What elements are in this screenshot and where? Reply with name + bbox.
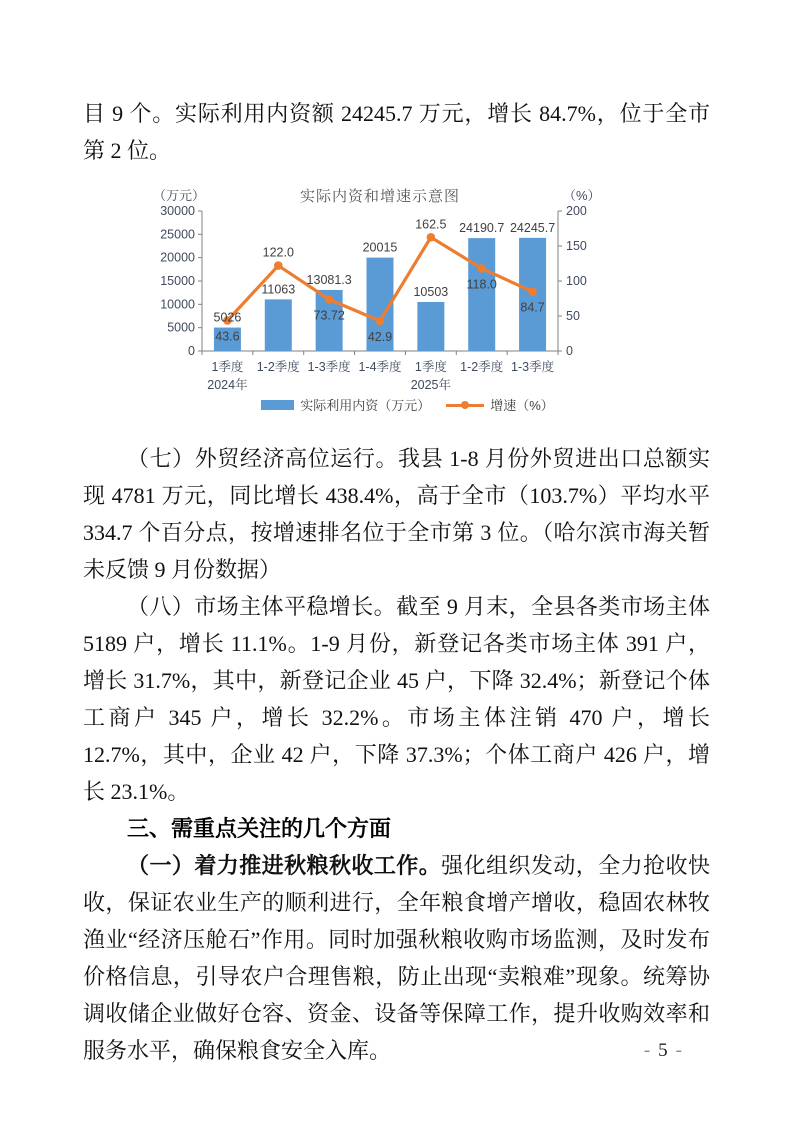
bar-data-label: 24190.7 bbox=[459, 221, 505, 236]
paragraph-focus-1-lead: （一）着力推进秋粮秋收工作。 bbox=[127, 853, 442, 878]
combo-chart bbox=[150, 182, 665, 394]
x-axis-category-label: 1-3季度 bbox=[511, 360, 555, 374]
x-axis-category-label: 1-2季度 bbox=[256, 360, 300, 374]
page-number bbox=[637, 1040, 690, 1062]
growth-line-point bbox=[325, 295, 334, 304]
legend-line-dot bbox=[461, 401, 469, 409]
page-number-suffix-dash: - bbox=[675, 1040, 683, 1061]
paragraph-focus-1 bbox=[83, 847, 710, 1069]
bar-data-label: 10503 bbox=[413, 284, 449, 299]
left-axis-tick-label: 25000 bbox=[160, 227, 195, 242]
line-data-label: 84.7 bbox=[520, 300, 545, 315]
x-axis-category-label: 1季度 bbox=[414, 360, 447, 374]
x-axis-year-label: 2024年 bbox=[207, 378, 248, 392]
chart-legend bbox=[150, 395, 665, 414]
page-number-prefix-dash: - bbox=[643, 1040, 652, 1061]
x-axis-category-label: 1季度 bbox=[211, 360, 244, 374]
legend-bar-swatch bbox=[261, 400, 294, 410]
right-axis-unit: （%） bbox=[563, 188, 601, 203]
x-axis-year-label: 2025年 bbox=[410, 378, 452, 392]
chart-bar bbox=[265, 299, 292, 351]
line-data-label: 42.9 bbox=[367, 329, 393, 344]
line-data-label: 73.72 bbox=[313, 308, 345, 323]
paragraph-8-lead: （八）市场主体平稳增长。 bbox=[127, 594, 397, 619]
growth-line-point bbox=[376, 317, 385, 326]
growth-line-point bbox=[477, 264, 486, 273]
growth-line-point bbox=[528, 287, 537, 296]
paragraph-7-lead: （七）外贸经济高位运行。 bbox=[127, 446, 399, 471]
paragraph-8-body: 截至 9 月末，全县各类市场主体 5189 户，增长 11.1%。1-9 月份，新登记各类市场主体 391 户，增长 31.7%，其中，新登记企业 45 户，下降 32.4%；新登记个体工商户 345 户，增长 32.2%。市场主体注销 470 户，增长 12.7%，其中，企业 42 户，下降 37.3%；个体工商户 426 户，增长 23.1%。 bbox=[83, 594, 710, 804]
paragraph-focus-1-body: 强化组织发动，全力抢收快收，保证农业生产的顺利进行，全年粮食增产增收，稳固农林牧渔业“经济压舱石”作用。同时加强秋粮收购市场监测，及时发布价格信息，引导农户合理售粮，防止出现“卖粮难”现象。统筹协调收储企业做好仓容、资金、设备等保障工作，提升收购效率和服务水平，确保粮食安全入库。 bbox=[83, 853, 710, 1063]
legend-line-marker bbox=[446, 400, 484, 410]
paragraph-7 bbox=[83, 440, 710, 588]
page-number-value: 5 bbox=[658, 1040, 669, 1061]
paragraph-7-body: 我县 1-8 月份外贸进出口总额实现 4781 万元，同比增长 438.4%，高于全市（103.7%）平均水平 334.7 个百分点，按增速排名位于全市第 3 位。（哈尔滨市海关暂未反馈 9 月份数据） bbox=[83, 446, 710, 582]
line-data-label: 43.6 bbox=[215, 329, 240, 344]
bar-data-label: 13081.3 bbox=[306, 272, 352, 287]
left-axis-unit: （万元） bbox=[153, 188, 206, 203]
right-axis-tick-label: 0 bbox=[566, 344, 573, 358]
x-axis-category-label: 1-4季度 bbox=[358, 360, 402, 374]
growth-line-point bbox=[427, 233, 436, 242]
left-axis-tick-label: 30000 bbox=[160, 204, 195, 218]
growth-line-point bbox=[274, 261, 283, 270]
section-heading: 三、需重点关注的几个方面 bbox=[127, 816, 392, 841]
line-data-label: 122.0 bbox=[262, 245, 294, 260]
left-axis-tick-label: 10000 bbox=[160, 297, 195, 312]
left-axis-tick-label: 0 bbox=[188, 344, 195, 358]
chart-figure bbox=[150, 182, 665, 414]
line-data-label: 162.5 bbox=[415, 217, 447, 232]
bar-data-label: 24245.7 bbox=[509, 220, 556, 235]
x-axis-category-label: 1-2季度 bbox=[460, 360, 504, 374]
paragraph-8 bbox=[83, 588, 710, 810]
bar-data-label: 20015 bbox=[362, 240, 398, 255]
chart-bar bbox=[417, 302, 444, 351]
chart-title: 实际内资和增速示意图 bbox=[299, 188, 461, 205]
bar-data-label: 11063 bbox=[261, 282, 296, 297]
legend-bar-label: 实际利用内资（万元） bbox=[300, 398, 431, 413]
bar-data-label: 5026 bbox=[213, 310, 242, 325]
right-axis-tick-label: 150 bbox=[566, 239, 587, 253]
legend-line-label: 增速（%） bbox=[490, 398, 554, 413]
line-data-label: 118.0 bbox=[466, 277, 497, 292]
chart-bar bbox=[468, 238, 495, 351]
right-axis-tick-label: 50 bbox=[566, 309, 580, 323]
x-axis-category-label: 1-3季度 bbox=[307, 360, 351, 374]
right-axis-tick-label: 200 bbox=[566, 204, 587, 218]
left-axis-tick-label: 20000 bbox=[160, 250, 195, 265]
continuation-paragraph: 目 9 个。实际利用内资额 24245.7 万元，增长 84.7%，位于全市第 2 位。 bbox=[83, 101, 710, 163]
right-axis-tick-label: 100 bbox=[566, 274, 587, 288]
left-axis-tick-label: 15000 bbox=[160, 274, 195, 288]
left-axis-tick-label: 5000 bbox=[167, 320, 195, 335]
